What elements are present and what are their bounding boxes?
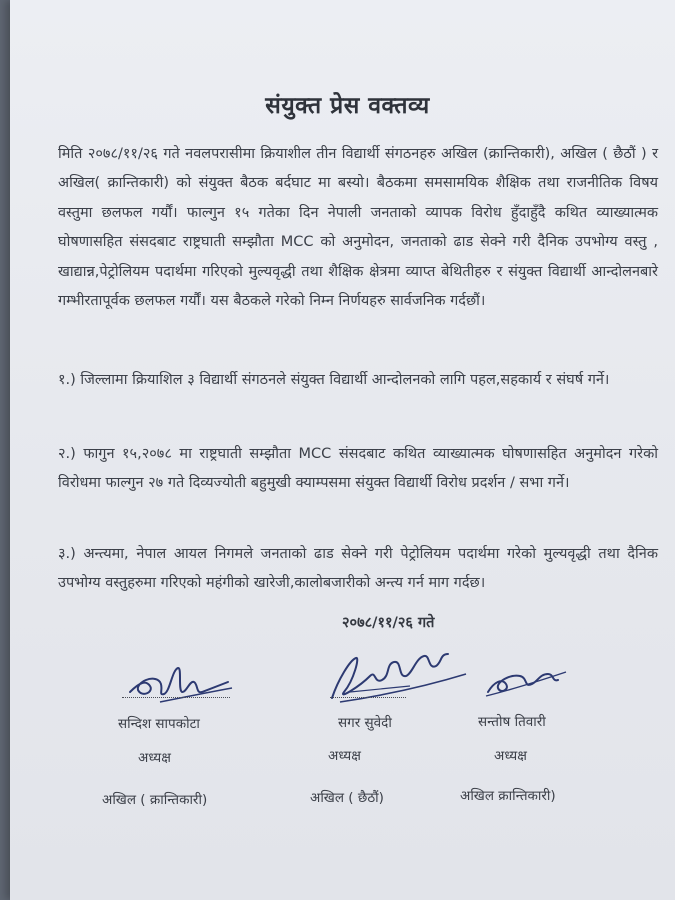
signatory-1-name: सन्दिश सापकोटा: [118, 716, 200, 732]
signatory-1-org: अखिल ( क्रान्तिकारी): [102, 792, 208, 808]
intro-paragraph: मिति २०७८/११/२६ गते नवलपरासीमा क्रियाशील तीन विद्यार्थी संगठनहरु अखिल (क्रान्तिकारी), अखिल ( छैठौं ) र अखिल( क्रान्तिकारी) को संयुक्त बैठक बर्दघाट मा बस्यो। बैठकमा समसामयिक शैक्षिक तथा राजनीतिक विषय वस्तुमा छलफल गर्यौं। फाल्गुन १५ गतेका दिन नेपाली जनताको व्यापक विरोध हुँदाहुँदै कथित व्याख्यात्मक घोषणासहित संसदबाट राष्ट्रघाती सम्झौता MCC को अनुमोदन, जनताको ढाड सेक्ने गरी दैनिक उपभोग्य वस्तु , खाद्यान्न,पेट्रोलियम पदार्थमा गरिएको मुल्यवृद्धी तथा शैक्षिक क्षेत्रमा व्याप्त बेथितीहरु र संयुक्त विद्यार्थी आन्दोलनबारे गम्भीरतापूर्वक छलफल गर्यौं। यस बैठकले गरेको निम्न निर्णयहरु सार्वजनिक गर्दछौं।: [58, 146, 658, 310]
signature-line-2: [330, 697, 406, 698]
decision-point-3: ३.) अन्त्यमा, नेपाल आयल निगमले जनताको ढाड सेक्ने गरी पेट्रोलियम पदार्थमा गरेको मुल्यवृद्धी तथा दैनिक उपभोग्य वस्तुहरुमा गरिएको महंगीको खारेजी,कालोबजारीको अन्त्य गर्न माग गर्दछ।: [58, 546, 658, 592]
signatory-3-name: सन्तोष तिवारी: [478, 714, 546, 730]
signature-2: [320, 640, 470, 710]
signature-1: [120, 652, 240, 710]
signatory-2-org: अखिल ( छैठौं): [310, 790, 384, 806]
signatory-1-role: अध्यक्ष: [138, 750, 171, 766]
signatory-3-org: अखिल क्रान्तिकारी): [460, 788, 556, 804]
signatory-2-role: अध्यक्ष: [328, 748, 361, 764]
signature-3: [480, 664, 570, 704]
signatory-2-name: सगर सुवेदी: [338, 715, 392, 731]
statement-date: २०७८/११/२६ गते: [342, 615, 435, 631]
decision-point-2: २.) फागुन १५,२०७८ मा राष्ट्रघाती सम्झौता MCC संसदबाट कथित व्याख्यात्मक घोषणासहित अनुमोदन गरेको विरोधमा फाल्गुन २७ गते दिव्यज्योती बहुमुखी क्याम्पसमा संयुक्त विद्यार्थी विरोध प्रदर्शन / सभा गर्ने।: [58, 446, 658, 492]
document-title: संयुक्त प्रेस वक्तव्य: [265, 93, 430, 119]
press-statement-paper: [10, 0, 675, 900]
signature-line-1: [122, 697, 230, 698]
signatory-3-role: अध्यक्ष: [494, 748, 527, 764]
decision-point-1: १.) जिल्लामा क्रियाशिल ३ विद्यार्थी संगठनले संयुक्त विद्यार्थी आन्दोलनको लागि पहल,सहकार्य र संघर्ष गर्ने।: [58, 372, 610, 388]
